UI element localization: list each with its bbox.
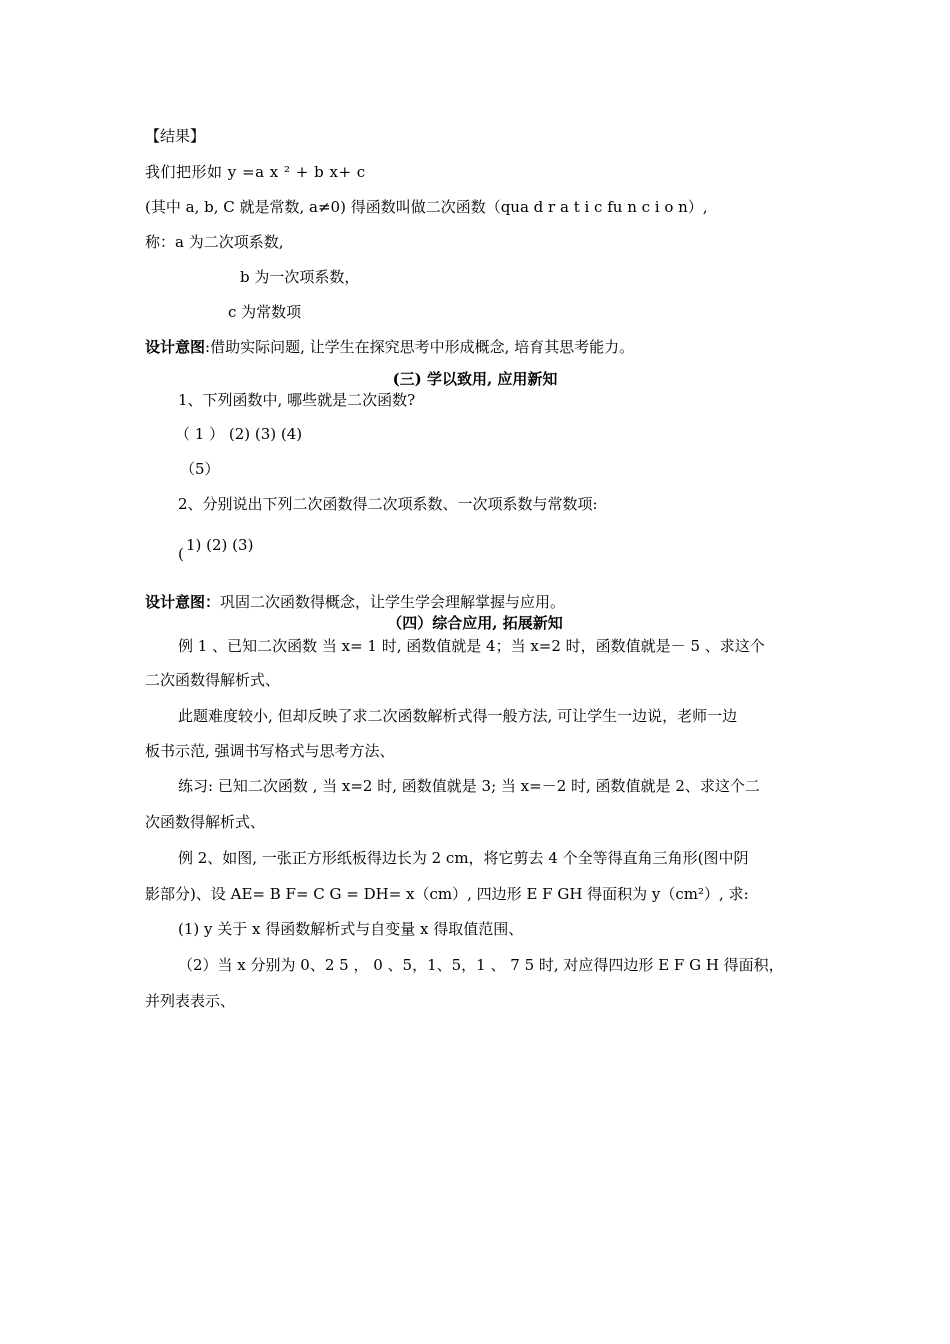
question-2: 2、分别说出下列二次函数得二次项系数、一次项系数与常数项: [178,495,598,513]
definition-line-4: b 为一次项系数， [240,268,360,286]
definition-line-3: 称：a 为二次项系数, [145,233,284,251]
question-1: 1、下列函数中, 哪些就是二次函数? [178,391,416,409]
example-2-line-1: 例 2、如图, 一张正方形纸板得边长为 2 cm，将它剪去 4 个全等得直角三角形(图中阴 [178,849,749,867]
example-1-line-2: 二次函数得解析式、 [145,671,281,689]
question-2-paren: ( [178,545,184,563]
definition-line-5: c 为常数项 [228,303,302,321]
design-intent-1-text: :借助实际问题, 让学生在探究思考中形成概念, 培育其思考能力。 [205,338,635,356]
example-1-line-1: 例 1 、已知二次函数 当 x= 1 时, 函数值就是 4；当 x=2 时，函数值就是－ 5 、求这个 [178,637,765,655]
question-1-option-5: （5） [180,460,220,478]
result-heading: 【结果】 [145,127,206,145]
note-line-1: 此题难度较小, 但却反映了求二次函数解析式得一般方法, 可让学生一边说，老师一边 [178,707,738,725]
section-4-title: （四）综合应用, 拓展新知 [387,614,563,632]
question-1-options: （ 1 ） (2) (3) (4) [175,425,303,443]
definition-line-2: (其中 a, b, C 就是常数, a≠0) 得函数叫做二次函数（qua d r a t i c fu n c i o n）, [145,198,708,216]
question-2-options: 1) (2) (3) [186,536,254,554]
example-2-question-1: (1) y 关于 x 得函数解析式与自变量 x 得取值范围、 [178,920,524,938]
example-2-line-2: 影部分)、设 AE= B F= C G = DH= x（cm）, 四边形 E F GH 得面积为 y（cm²）, 求: [145,885,749,903]
section-3-title: (三) 学以致用, 应用新知 [392,370,558,388]
definition-line-1: 我们把形如 y =a x ² + b x+ c [145,163,366,181]
design-intent-2-text: 巩固二次函数得概念，让学生学会理解掌握与应用。 [220,593,566,611]
example-2-question-2-line-2: 并列表表示、 [145,992,236,1010]
exercise-line-2: 次函数得解析式、 [145,813,266,831]
exercise-line-1: 练习: 已知二次函数 , 当 x=2 时, 函数值就是 3; 当 x=－2 时, 函数值就是 2、求这个二 [178,777,760,795]
design-intent-2-label: 设计意图： [145,593,221,611]
note-line-2: 板书示范, 强调书写格式与思考方法、 [145,742,395,760]
example-2-question-2-line-1: （2）当 x 分别为 0、2 5 ， 0 、5，1、5，1 、 7 5 时, 对应得四边形 E F G H 得面积， [178,956,784,974]
design-intent-1-label: 设计意图 [145,338,206,356]
design-intent-2 [145,592,565,612]
design-intent-1 [145,337,634,357]
